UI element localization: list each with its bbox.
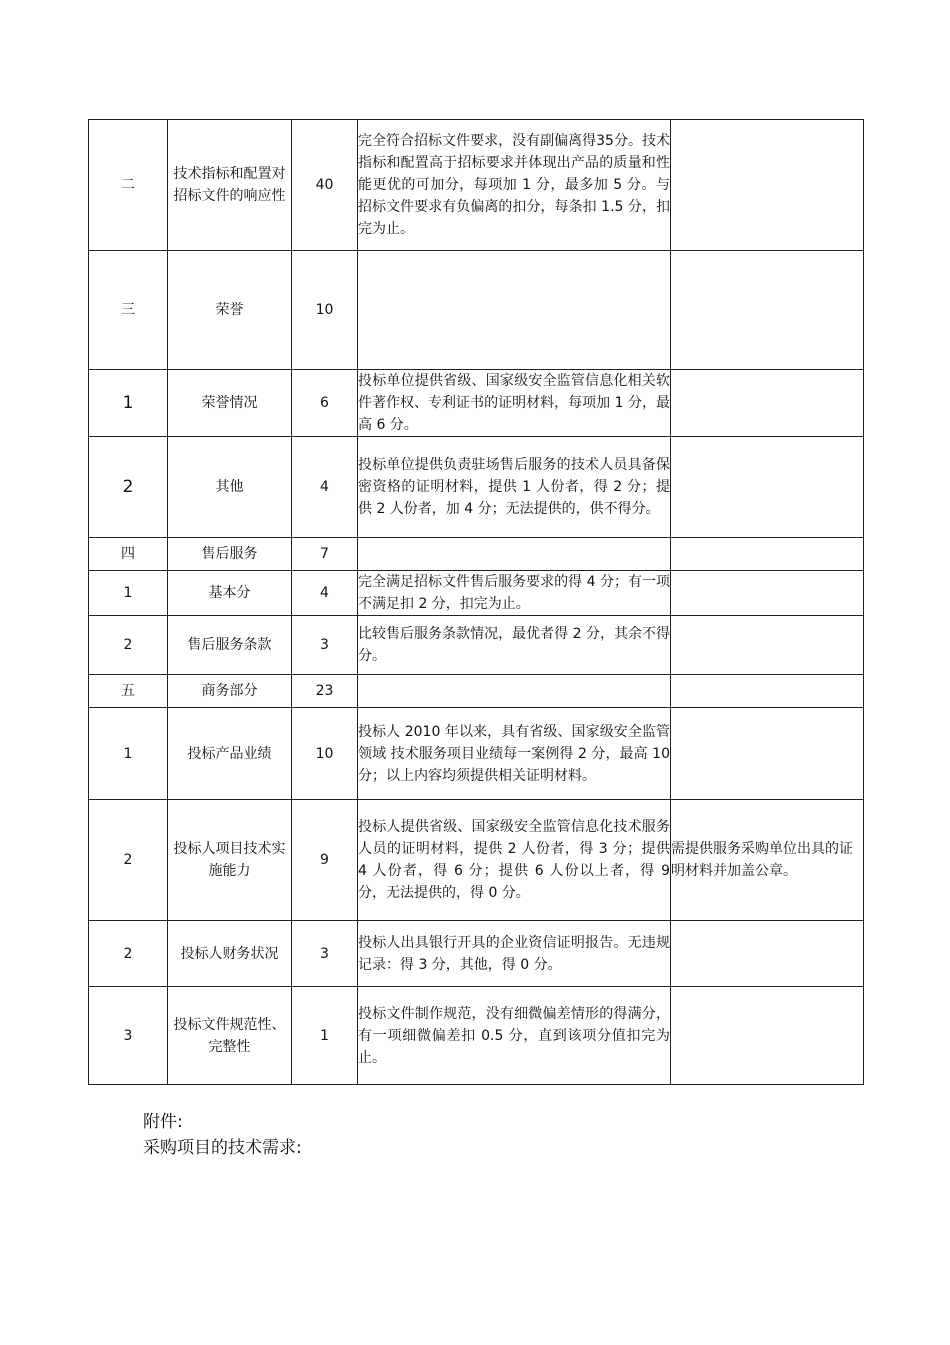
row-note — [671, 987, 864, 1085]
row-number: 1 — [89, 571, 168, 616]
row-number: 2 — [89, 800, 168, 921]
row-criteria: 投标人提供省级、国家级安全监管信息化技术服务人员的证明材料，提供 2 人份者，得 3 分；提供 4 人份者，得 6 分；提供 6 人份以上者，得 9 分，无法提供的，得 0 分。 — [358, 800, 671, 921]
table-row — [89, 675, 864, 708]
row-item: 技术指标和配置对招标文件的响应性 — [168, 120, 292, 251]
row-score: 9 — [292, 800, 358, 921]
row-criteria: 投标文件制作规范，没有细微偏差情形的得满分，有一项细微偏差扣 0.5 分，直到该项分值扣完为止。 — [358, 987, 671, 1085]
table-row — [89, 921, 864, 987]
row-note — [671, 120, 864, 251]
row-number: 2 — [89, 921, 168, 987]
row-item: 投标产品业绩 — [168, 708, 292, 800]
table-row — [89, 987, 864, 1085]
row-item: 售后服务 — [168, 538, 292, 571]
row-number: 三 — [89, 251, 168, 370]
row-criteria — [358, 251, 671, 370]
attachment-label: 附件: — [143, 1112, 183, 1132]
table-row — [89, 538, 864, 571]
row-item: 荣誉 — [168, 251, 292, 370]
row-criteria — [358, 675, 671, 708]
scoring-table — [88, 119, 864, 1085]
table-row — [89, 120, 864, 251]
row-note — [671, 616, 864, 675]
row-note — [671, 708, 864, 800]
table-row — [89, 800, 864, 921]
table-row — [89, 370, 864, 437]
row-note — [671, 437, 864, 538]
row-score: 10 — [292, 708, 358, 800]
row-criteria: 投标人出具银行开具的企业资信证明报告。无违规记录：得 3 分，其他，得 0 分。 — [358, 921, 671, 987]
row-score: 6 — [292, 370, 358, 437]
row-number: 1 — [89, 370, 168, 437]
row-criteria: 投标人 2010 年以来，具有省级、国家级安全监管领域 技术服务项目业绩每一案例得 2 分，最高 10 分；以上内容均须提供相关证明材料。 — [358, 708, 671, 800]
row-number: 五 — [89, 675, 168, 708]
row-item: 其他 — [168, 437, 292, 538]
table-row — [89, 571, 864, 616]
row-score: 23 — [292, 675, 358, 708]
row-score: 10 — [292, 251, 358, 370]
row-score: 1 — [292, 987, 358, 1085]
row-number: 四 — [89, 538, 168, 571]
row-item: 商务部分 — [168, 675, 292, 708]
row-item: 基本分 — [168, 571, 292, 616]
row-item: 投标文件规范性、完整性 — [168, 987, 292, 1085]
row-note — [671, 675, 864, 708]
table-row — [89, 708, 864, 800]
attachment-subtitle: 采购项目的技术需求: — [143, 1138, 302, 1158]
table-row — [89, 251, 864, 370]
row-number: 3 — [89, 987, 168, 1085]
row-item: 荣誉情况 — [168, 370, 292, 437]
row-note — [671, 251, 864, 370]
row-criteria: 投标单位提供省级、国家级安全监管信息化相关软件著作权、专利证书的证明材料，每项加 1 分，最高 6 分。 — [358, 370, 671, 437]
row-criteria — [358, 538, 671, 571]
row-note — [671, 921, 864, 987]
row-score: 3 — [292, 921, 358, 987]
row-criteria: 完全满足招标文件售后服务要求的得 4 分；有一项不满足扣 2 分，扣完为止。 — [358, 571, 671, 616]
attachment-section — [143, 1109, 302, 1161]
row-item: 投标人项目技术实施能力 — [168, 800, 292, 921]
row-score: 4 — [292, 571, 358, 616]
row-item: 售后服务条款 — [168, 616, 292, 675]
row-note — [671, 538, 864, 571]
row-item: 投标人财务状况 — [168, 921, 292, 987]
row-number: 二 — [89, 120, 168, 251]
row-number: 2 — [89, 437, 168, 538]
row-note — [671, 571, 864, 616]
row-criteria: 比较售后服务条款情况，最优者得 2 分，其余不得分。 — [358, 616, 671, 675]
table-row — [89, 437, 864, 538]
row-score: 40 — [292, 120, 358, 251]
row-number: 1 — [89, 708, 168, 800]
row-note — [671, 370, 864, 437]
row-criteria: 完全符合招标文件要求，没有副偏离得35分。技术指标和配置高于招标要求并体现出产品的质量和性能更优的可加分，每项加 1 分，最多加 5 分。与招标文件要求有负偏离的扣分，每条扣 1.5 分，扣完为止。 — [358, 120, 671, 251]
row-score: 3 — [292, 616, 358, 675]
row-score: 7 — [292, 538, 358, 571]
row-note: 需提供服务采购单位出具的证明材料并加盖公章。 — [671, 800, 864, 921]
row-criteria: 投标单位提供负责驻场售后服务的技术人员具备保密资格的证明材料，提供 1 人份者，得 2 分；提供 2 人份者，加 4 分；无法提供的，供不得分。 — [358, 437, 671, 538]
row-number: 2 — [89, 616, 168, 675]
row-score: 4 — [292, 437, 358, 538]
table-row — [89, 616, 864, 675]
